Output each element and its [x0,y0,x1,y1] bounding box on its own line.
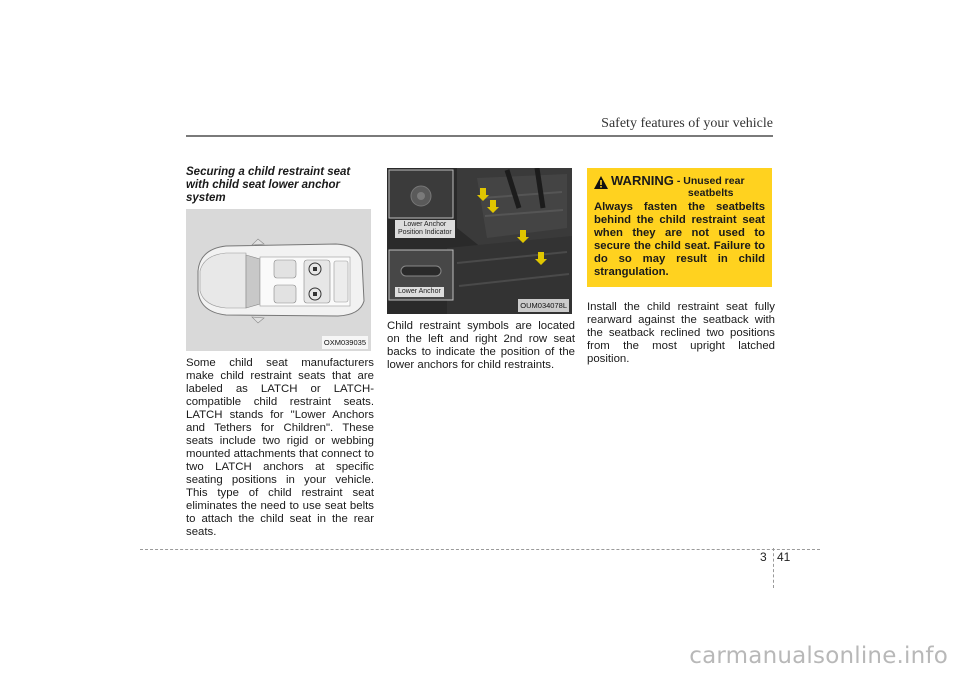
warning-subtitle-line1: - Unused rear [676,175,745,187]
seat-anchor-figure [387,168,572,314]
column-3 [587,168,775,366]
section-subheading: Securing a child restraint seat with child seat lower anchor system [186,166,351,204]
lower-anchor-label: Lower Anchor [395,287,444,297]
warning-header [594,174,765,199]
figure-code: OUM034078L [520,301,567,310]
chapter-number: 3 [760,550,767,564]
column-2 [387,166,575,372]
warning-body: Always fasten the seatbelts behind the child restraint seat when they are not used to secure the child seat. Failure to do so may result in child strangulation. [594,201,765,278]
warning-triangle-icon [594,176,608,189]
page-header-title: Safety features of your vehicle [601,116,773,131]
column-1 [186,166,374,539]
warning-subtitle-line2: seatbelts [687,187,734,199]
car-top-view-figure [186,209,371,351]
page-number-separator [773,548,774,588]
page-number: 41 [777,550,791,564]
watermark: carmanualsonline.info [689,643,948,669]
lower-anchor-indicator-label [395,220,455,238]
body-paragraph: Some child seat manufacturers make child restraint seats that are labeled as LATCH or LATCH-compatible child restraint seats. LATCH stands for "Lower Anchors and Tethers for Children". These seats include two rigid or webbing mounted attachments that connect to two LATCH anchors at specific seating positions in your vehicle. This type of child restraint seat eliminates the need to use seat belts to attach the child seat in the rear seats. [186,357,374,538]
body-paragraph: Install the child restraint seat fully rearward against the seatback with the seatback reclined two positions from the most upright latched position. [587,301,775,365]
indicator-label-line2: Position Indicator [398,229,452,236]
car-top-view-illustration [186,209,371,351]
body-paragraph: Child restraint symbols are located on the left and right 2nd row seat backs to indicate the position of the lower anchors for child restraints. [387,320,575,371]
indicator-label-line1: Lower Anchor [403,221,447,228]
header-rule [186,135,773,137]
footer-rule [140,549,820,550]
warning-box [587,168,772,287]
warning-title: WARNING [611,173,674,188]
figure-code: OXM039035 [323,338,366,347]
warning-subtitle [677,175,745,199]
